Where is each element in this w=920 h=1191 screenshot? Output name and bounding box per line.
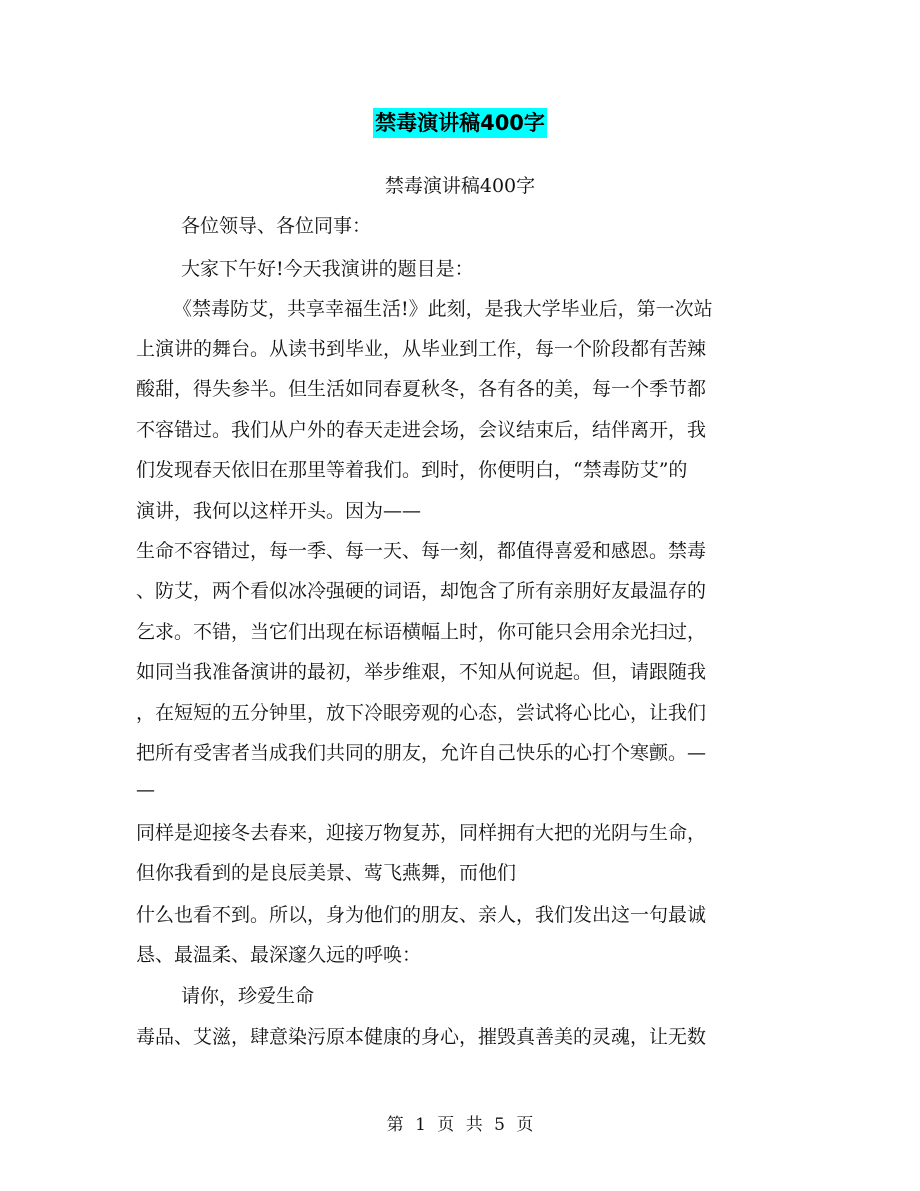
page-footer: 第 1 页 共 5 页 bbox=[386, 1115, 534, 1135]
body-line: — bbox=[136, 779, 155, 801]
body-line: 各位领导、各位同事： bbox=[181, 215, 372, 237]
body-line: 大家下午好!今天我演讲的题目是： bbox=[181, 258, 474, 280]
body-line: 生命不容错过，每一季、每一天、每一刻，都值得喜爱和感恩。禁毒 bbox=[136, 540, 707, 562]
body-line: 恳、最温柔、最深邃久远的呼唤： bbox=[136, 944, 422, 966]
title-wrapper bbox=[0, 108, 920, 138]
body-line: 乞求。不错，当它们出现在标语横幅上时，你可能只会用余光扫过， bbox=[136, 621, 707, 643]
body-line: 上演讲的舞台。从读书到毕业，从毕业到工作，每一个阶段都有苦辣 bbox=[136, 338, 707, 360]
body-line: ，在短短的五分钟里，放下冷眼旁观的心态，尝试将心比心，让我们 bbox=[136, 702, 707, 724]
body-line: 们发现春天依旧在那里等着我们。到时，你便明白，“禁毒防艾”的 bbox=[136, 459, 688, 481]
body-line: 什么也看不到。所以，身为他们的朋友、亲人，我们发出这一句最诚 bbox=[136, 904, 707, 926]
body-line: 请你，珍爱生命 bbox=[181, 985, 315, 1007]
body-line: 不容错过。我们从户外的春天走进会场，会议结束后，结伴离开，我 bbox=[136, 419, 707, 441]
body-line: 、防艾，两个看似冰冷强硬的词语，却饱含了所有亲朋好友最温存的 bbox=[136, 580, 707, 602]
body-line: 毒品、艾滋，肆意染污原本健康的身心，摧毁真善美的灵魂，让无数 bbox=[136, 1026, 707, 1048]
document-subtitle: 禁毒演讲稿400字 bbox=[384, 175, 536, 197]
document-title: 禁毒演讲稿400字 bbox=[373, 108, 547, 138]
body-line: 《禁毒防艾，共享幸福生活!》此刻，是我大学毕业后，第一次站 bbox=[173, 298, 713, 320]
body-line: 演讲，我何以这样开头。因为—— bbox=[136, 500, 422, 522]
body-line: 同样是迎接冬去春来，迎接万物复苏，同样拥有大把的光阴与生命， bbox=[136, 822, 707, 844]
body-line: 但你我看到的是良辰美景、莺飞燕舞，而他们 bbox=[136, 862, 517, 884]
body-line: 酸甜，得失参半。但生活如同春夏秋冬，各有各的美，每一个季节都 bbox=[136, 378, 707, 400]
body-line: 如同当我准备演讲的最初，举步维艰，不知从何说起。但，请跟随我 bbox=[136, 661, 707, 683]
body-line: 把所有受害者当成我们共同的朋友，允许自己快乐的心打个寒颤。— bbox=[136, 742, 707, 764]
